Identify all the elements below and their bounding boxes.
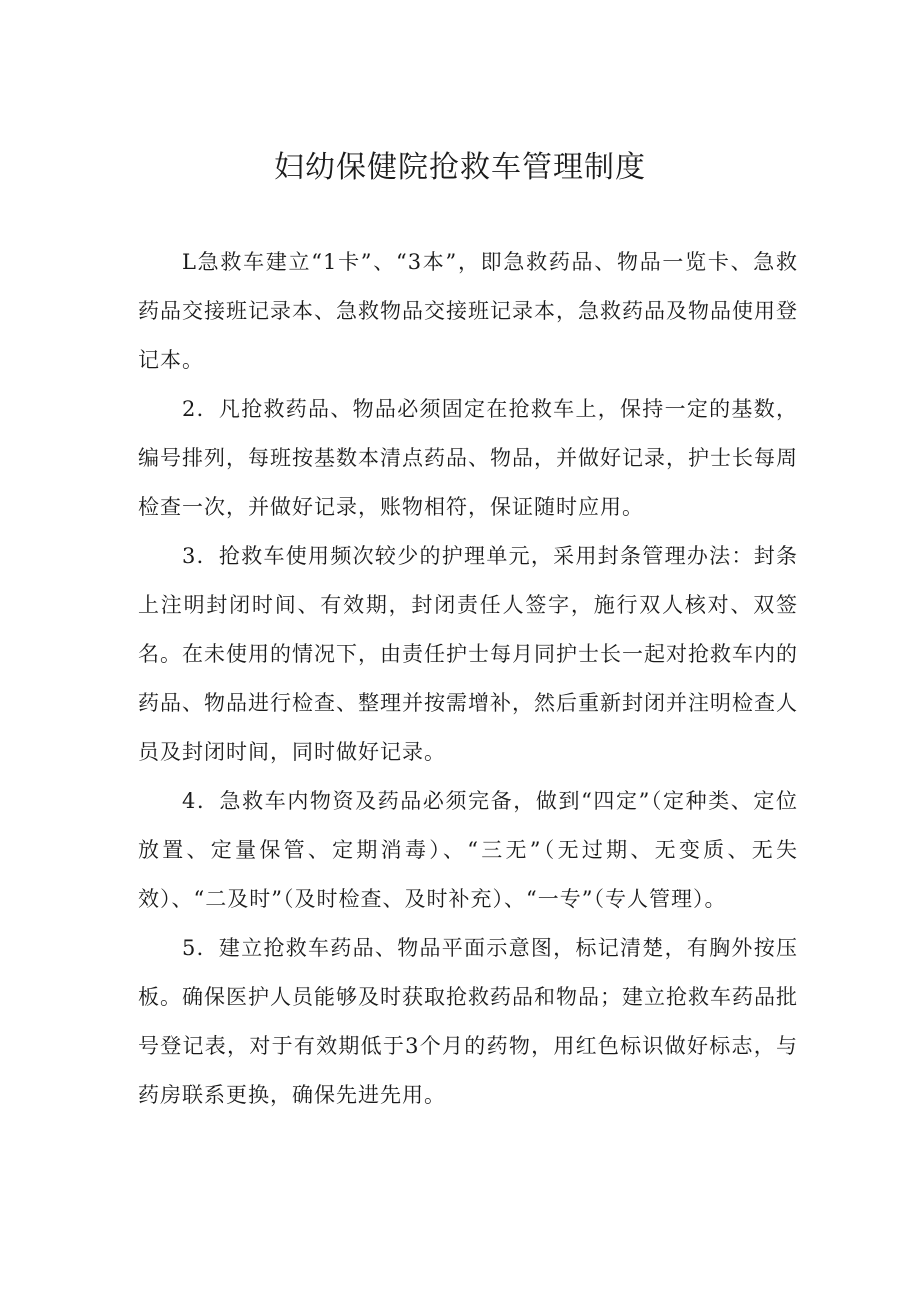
paragraph-5: 5．建立抢救车药品、物品平面示意图，标记清楚，有胸外按压板。确保医护人员能够及时获取抢救药品和物品；建立抢救车药品批号登记表，对于有效期低于3个月的药物，用红色标识做好标志，与药房联系更换，确保先进先用。 bbox=[138, 936, 798, 1107]
paragraph-4: 4．急救车内物资及药品必须完备，做到“四定”（定种类、定位放置、定量保管、定期消毒）、“三无”（无过期、无变质、无失效）、“二及时”（及时检查、及时补充）、“一专”（专人管理）。 bbox=[138, 789, 798, 911]
paragraph-3: 3．抢救车使用频次较少的护理单元，采用封条管理办法：封条上注明封闭时间、有效期，封闭责任人签字，施行双人核对、双签名。在未使用的情况下，由责任护士每月同护士长一起对抢救车内的药品、物品进行检查、整理并按需增补，然后重新封闭并注明检查人员及封闭时间，同时做好记录。 bbox=[138, 544, 798, 764]
document-body bbox=[138, 238, 798, 1120]
paragraph-1: L急救车建立“1卡”、“3本”，即急救药品、物品一览卡、急救药品交接班记录本、急救物品交接班记录本，急救药品及物品使用登记本。 bbox=[138, 250, 798, 372]
paragraph-2: 2．凡抢救药品、物品必须固定在抢救车上，保持一定的基数，编号排列，每班按基数本清点药品、物品，并做好记录，护士长每周检查一次，并做好记录，账物相符，保证随时应用。 bbox=[138, 397, 798, 519]
document-title: 妇幼保健院抢救车管理制度 bbox=[274, 150, 646, 185]
